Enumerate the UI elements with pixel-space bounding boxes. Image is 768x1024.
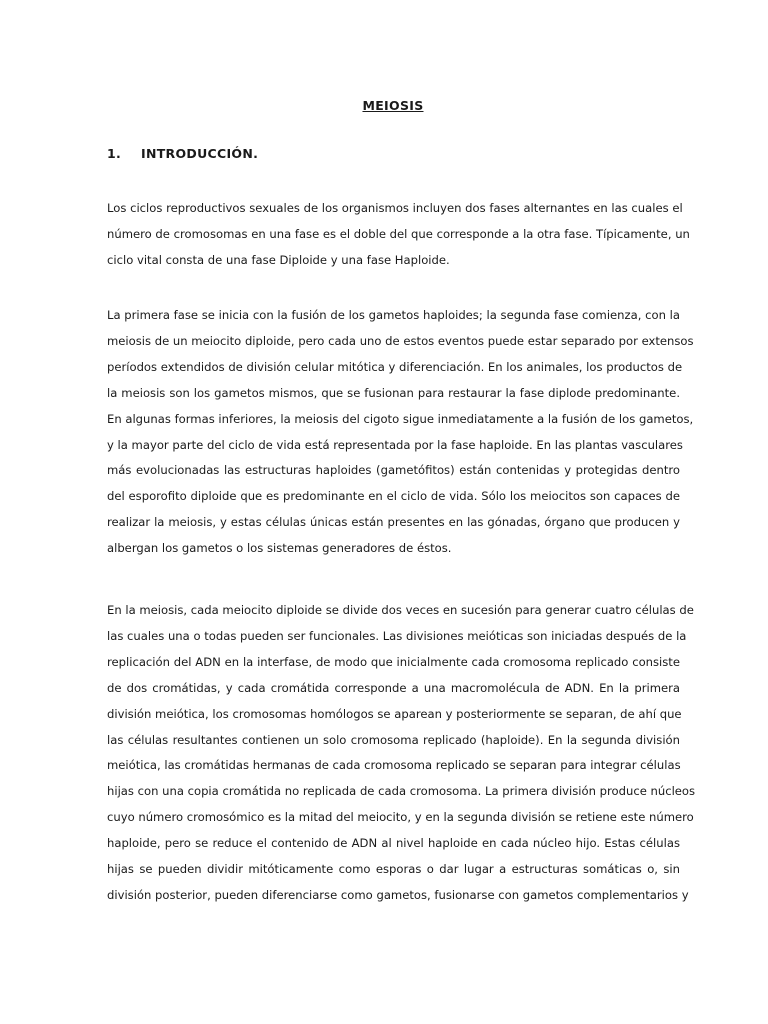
paragraph-line: ciclo vital consta de una fase Diploide y una fase Haploide. [107,252,450,267]
section-heading [107,146,258,161]
paragraph-line: En algunas formas inferiores, la meiosis del cigoto sigue inmediatamente a la fusión de los gametos, [107,411,694,426]
paragraph-line: realizar la meiosis, y estas células únicas están presentes en las gónadas, órgano que producen y [107,515,680,530]
paragraph-line: En la meiosis, cada meiocito diploide se divide dos veces en sucesión para generar cuatro células de [107,603,694,617]
document-title: MEIOSIS [362,98,424,113]
paragraph-line: de dos cromátidas, y cada cromátida corresponde a una macromolécula de ADN. En la primera [107,680,680,695]
section-title: INTRODUCCIÓN. [141,146,259,161]
paragraph-2 [107,303,694,562]
paragraph-line: hijas se pueden dividir mitóticamente como esporas o dar lugar a estructuras somáticas o, sin [107,862,680,877]
paragraph-line: división posterior, pueden diferenciarse como gametos, fusionarse con gametos complementarios y [107,887,689,902]
paragraph-line: y la mayor parte del ciclo de vida está representada por la fase haploide. En las plantas vasculares [107,437,683,452]
paragraph-line: las cuales una o todas pueden ser funcionales. Las divisiones meióticas son iniciadas después de la [107,628,687,643]
paragraph-line: albergan los gametos o los sistemas generadores de éstos. [107,541,452,556]
paragraph-line: número de cromosomas en una fase es el doble del que corresponde a la otra fase. Típicamente, un [107,226,690,241]
paragraph-line: meiosis de un meiocito diploide, pero cada uno de estos eventos puede estar separado por extensos [107,333,694,348]
paragraph-line: haploide, pero se reduce el contenido de ADN al nivel haploide en cada núcleo hijo. Estas células [107,836,680,851]
paragraph-line: meiótica, las cromátidas hermanas de cada cromosoma replicado se separan para integrar células [107,758,681,773]
paragraph-line: Los ciclos reproductivos sexuales de los organismos incluyen dos fases alternantes en las cuales el [107,201,683,215]
paragraph-line: más evolucionadas las estructuras haploides (gametófitos) están contenidas y protegidas dentro [107,463,680,478]
paragraph-line: cuyo número cromosómico es la mitad del meiocito, y en la segunda división se retiene este número [107,810,694,825]
paragraph-line: las células resultantes contienen un solo cromosoma replicado (haploide). En la segunda división [107,732,680,747]
paragraph-3 [107,598,696,909]
paragraph-line: períodos extendidos de división celular mitótica y diferenciación. En los animales, los productos de [107,359,683,374]
paragraph-line: replicación del ADN en la interfase, de modo que inicialmente cada cromosoma replicado consiste [107,654,680,669]
paragraph-1 [107,196,690,274]
paragraph-line: del esporofito diploide que es predominante en el ciclo de vida. Sólo los meiocitos son capaces de [107,489,680,504]
paragraph-line: la meiosis son los gametos mismos, que se fusionan para restaurar la fase diplode predominante. [107,385,680,400]
paragraph-line: división meiótica, los cromosomas homólogos se aparean y posteriormente se separan, de ahí que [107,706,682,721]
section-number: 1. [107,146,122,161]
paragraph-line: hijas con una copia cromátida no replicada de cada cromosoma. La primera división produce núcleos [107,784,696,799]
paragraph-line: La primera fase se inicia con la fusión de los gametos haploides; la segunda fase comienza, con la [107,308,680,322]
